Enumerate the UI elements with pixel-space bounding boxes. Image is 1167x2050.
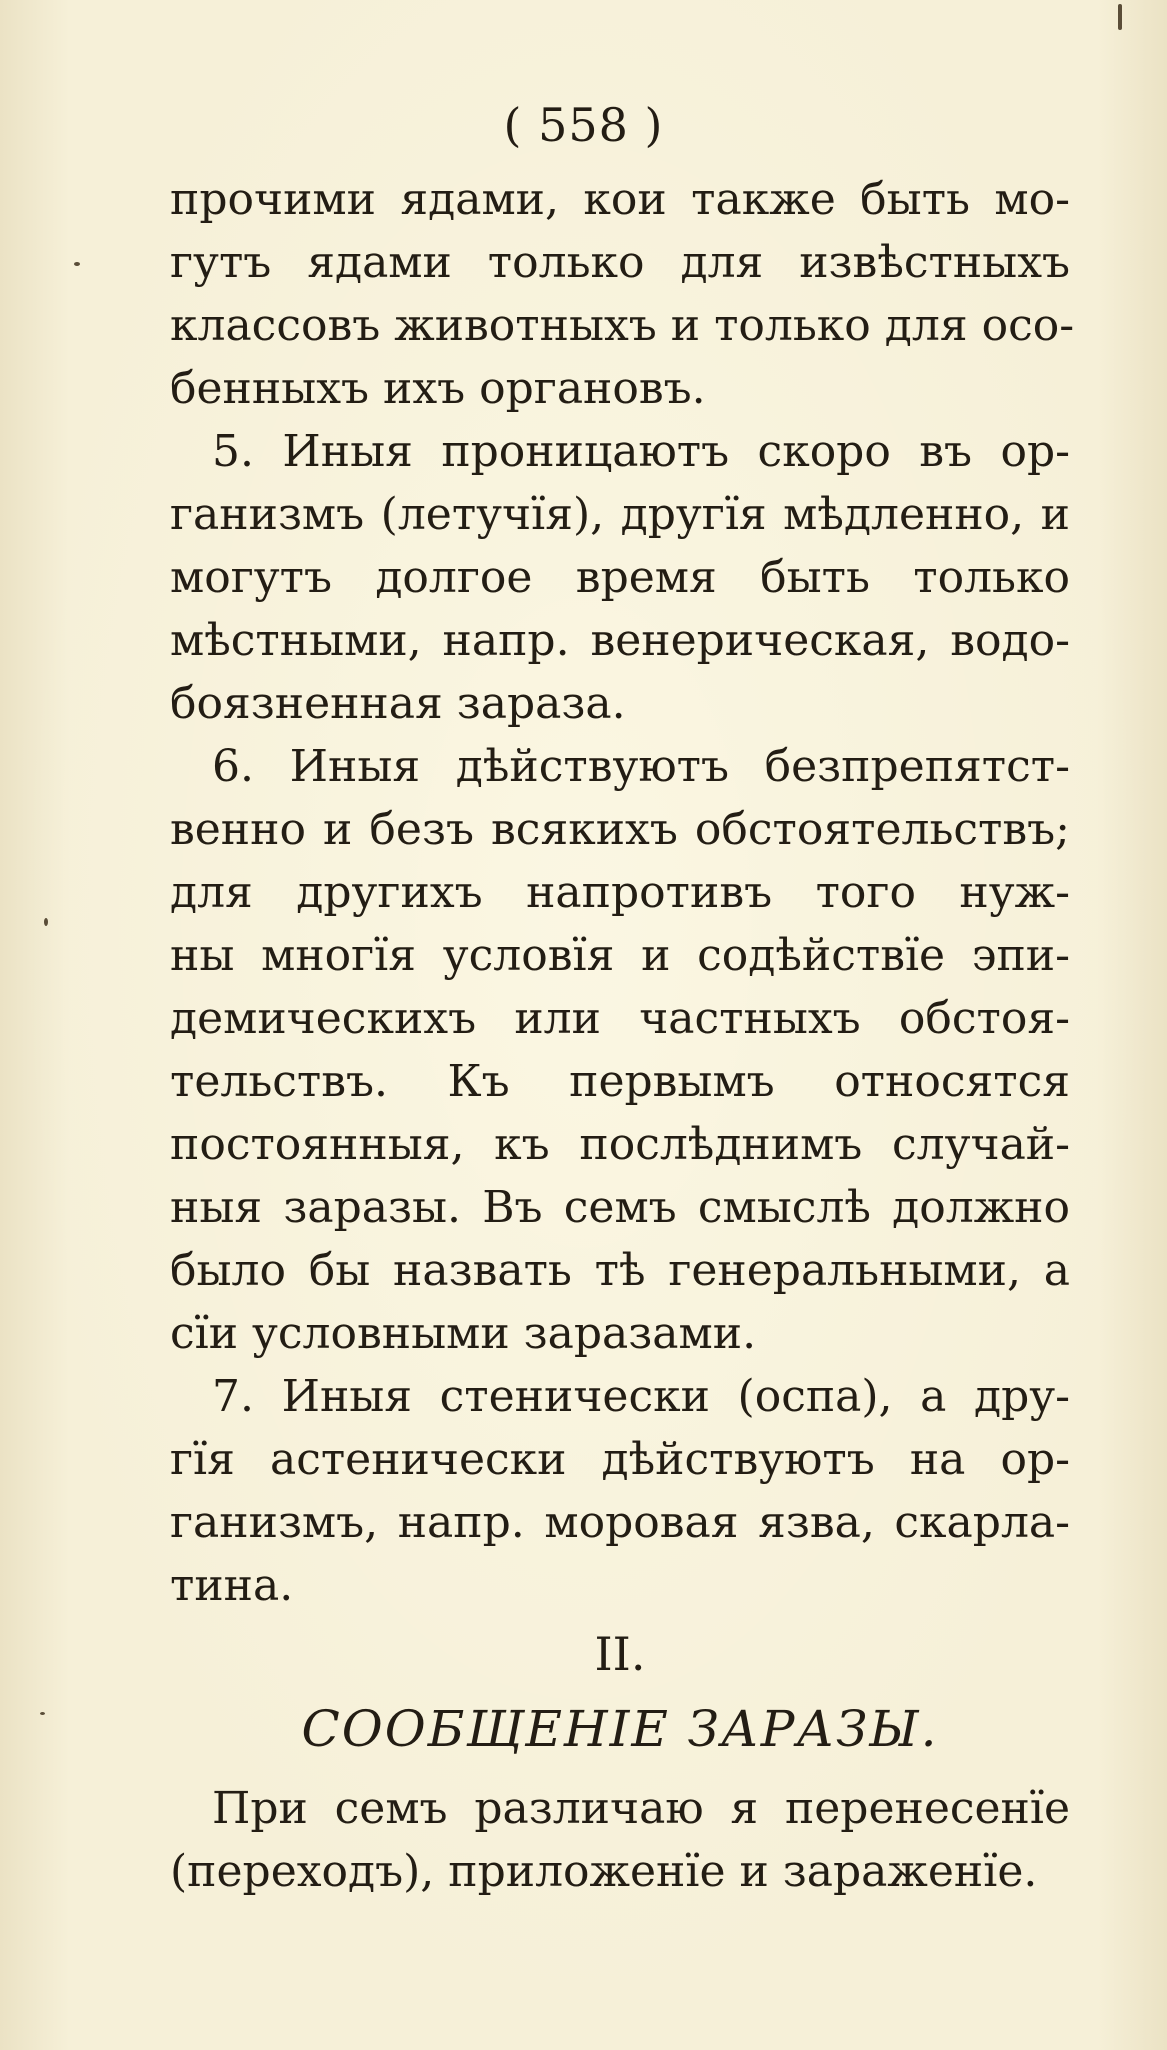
paragraph-continuation — [170, 168, 1075, 420]
text-line: (переходъ), приложенїе и зараженїе. — [170, 1846, 1038, 1897]
paragraph-item-6 — [170, 735, 1070, 1365]
paper-speck — [40, 1712, 45, 1715]
text-line: гїя астенически дѣйствуютъ на ор- — [170, 1434, 1070, 1485]
text-line: При семъ различаю я перенесенїе — [212, 1783, 1070, 1834]
page-number: ( 558 ) — [503, 98, 664, 152]
text-line: 6. Иныя дѣйствуютъ безпрепятст- — [212, 741, 1070, 792]
text-line: ныя заразы. Въ семъ смыслѣ должно — [170, 1182, 1070, 1233]
text-line: 7. Иныя стенически (оспа), а дру- — [212, 1371, 1070, 1422]
text-line: боязненная зараза. — [170, 678, 626, 729]
text-line: было бы назвать тѣ генеральными, а — [170, 1245, 1070, 1296]
paper-speck — [44, 918, 48, 926]
text-line: могутъ долгое время быть только — [170, 552, 1070, 603]
text-line: классовъ животныхъ и только для осо- — [170, 300, 1075, 351]
text-line: постоянныя, къ послѣднимъ случай- — [170, 1119, 1070, 1170]
text-line: венно и безъ всякихъ обстоятельствъ; — [170, 804, 1070, 855]
text-line: мѣстными, напр. венерическая, водо- — [170, 615, 1070, 666]
paragraph-item-5 — [170, 420, 1070, 735]
paper-speck — [74, 262, 80, 266]
paragraph-closing — [170, 1777, 1070, 1903]
text-line: тина. — [170, 1560, 294, 1611]
text-line: бенныхъ ихъ органовъ. — [170, 363, 706, 414]
text-line: прочими ядами, кои также быть мо- — [170, 174, 1070, 225]
paragraph-item-7 — [170, 1365, 1070, 1617]
text-line: для другихъ напротивъ того нуж- — [170, 867, 1070, 918]
text-line: ганизмъ (летучїя), другїя мѣдленно, и — [170, 489, 1070, 540]
paper-speck — [1118, 4, 1122, 30]
text-line: демическихъ или частныхъ обстоя- — [170, 993, 1070, 1044]
text-line: сїи условными заразами. — [170, 1308, 757, 1359]
section-heading: СООБЩЕНIЕ ЗАРАЗЫ. — [301, 1700, 939, 1758]
text-line: ны многїя условїя и содѣйствїе эпи- — [170, 930, 1070, 981]
body-text — [170, 168, 1075, 1903]
text-line: гутъ ядами только для извѣстныхъ — [170, 237, 1070, 288]
section-number: II. — [594, 1627, 646, 1681]
text-line: тельствъ. Къ первымъ относятся — [170, 1056, 1070, 1107]
text-line: ганизмъ, напр. моровая язва, скарла- — [170, 1497, 1070, 1548]
text-line: 5. Иныя проницаютъ скоро въ ор- — [212, 426, 1070, 477]
